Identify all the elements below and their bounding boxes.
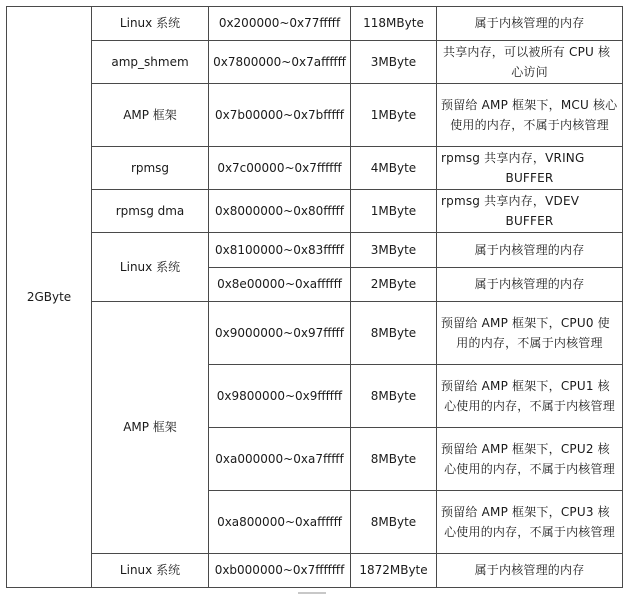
size-cell: 3MByte — [351, 233, 437, 268]
description-cell — [437, 428, 623, 491]
table-row — [7, 41, 623, 84]
description-cell — [437, 147, 623, 190]
description-text: 预留给 AMP 框架下，CPU1 核心使用的内存，不属于内核管理 — [441, 378, 615, 413]
size-cell: 1MByte — [351, 84, 437, 147]
table-row — [7, 554, 623, 588]
description-cell — [437, 491, 623, 554]
size-cell: 8MByte — [351, 302, 437, 365]
size-cell: 118MByte — [351, 7, 437, 41]
memory-map-table — [6, 6, 623, 588]
description-cell — [437, 365, 623, 428]
table-row — [7, 233, 623, 268]
address-range-cell: 0x9800000~0x9ffffff — [209, 365, 351, 428]
region-cell: Linux 系统 — [92, 7, 209, 41]
description-text: 共享内存，可以被所有 CPU 核心访问 — [443, 44, 611, 79]
description-cell — [437, 554, 623, 588]
description-cell — [437, 233, 623, 268]
address-range-cell: 0xb000000~0x7fffffff — [209, 554, 351, 588]
size-cell: 8MByte — [351, 491, 437, 554]
description-cell — [437, 302, 623, 365]
description-text: rpmsg 共享内存，VRING BUFFER — [441, 150, 585, 185]
address-range-cell: 0x200000~0x77fffff — [209, 7, 351, 41]
table-row — [7, 147, 623, 190]
table-row — [7, 7, 623, 41]
region-cell: Linux 系统 — [92, 233, 209, 302]
size-cell: 8MByte — [351, 365, 437, 428]
address-range-cell: 0xa000000~0xa7fffff — [209, 428, 351, 491]
region-cell: AMP 框架 — [92, 302, 209, 554]
description-cell — [437, 268, 623, 302]
table-row — [7, 190, 623, 233]
address-range-cell: 0x8000000~0x80fffff — [209, 190, 351, 233]
description-cell — [437, 41, 623, 84]
description-text: 属于内核管理的内存 — [474, 16, 585, 31]
region-cell: amp_shmem — [92, 41, 209, 84]
address-range-cell: 0x9000000~0x97fffff — [209, 302, 351, 365]
description-text: 属于内核管理的内存 — [474, 242, 585, 257]
description-text: rpmsg 共享内存，VDEV BUFFER — [441, 193, 580, 228]
description-text: 预留给 AMP 框架下，MCU 核心使用的内存，不属于内核管理 — [441, 97, 618, 132]
description-text: 预留给 AMP 框架下，CPU0 使用的内存，不属于内核管理 — [441, 315, 610, 350]
description-text: 属于内核管理的内存 — [474, 277, 585, 292]
size-cell: 1872MByte — [351, 554, 437, 588]
address-range-cell: 0x8100000~0x83fffff — [209, 233, 351, 268]
total-size-cell: 2GByte — [7, 7, 92, 588]
size-cell: 8MByte — [351, 428, 437, 491]
table-row — [7, 302, 623, 365]
region-cell: Linux 系统 — [92, 554, 209, 588]
region-cell: AMP 框架 — [92, 84, 209, 147]
size-cell: 3MByte — [351, 41, 437, 84]
size-cell: 1MByte — [351, 190, 437, 233]
address-range-cell: 0xa800000~0xaffffff — [209, 491, 351, 554]
size-cell: 2MByte — [351, 268, 437, 302]
description-text: 属于内核管理的内存 — [474, 563, 585, 578]
region-cell: rpmsg — [92, 147, 209, 190]
description-cell — [437, 84, 623, 147]
region-cell: rpmsg dma — [92, 190, 209, 233]
address-range-cell: 0x7b00000~0x7bfffff — [209, 84, 351, 147]
description-text: 预留给 AMP 框架下，CPU2 核心使用的内存，不属于内核管理 — [441, 441, 615, 476]
page-divider-mark — [298, 592, 326, 594]
description-text: 预留给 AMP 框架下，CPU3 核心使用的内存，不属于内核管理 — [441, 504, 615, 539]
description-cell — [437, 7, 623, 41]
address-range-cell: 0x7800000~0x7affffff — [209, 41, 351, 84]
table-row — [7, 84, 623, 147]
description-cell — [437, 190, 623, 233]
address-range-cell: 0x7c00000~0x7ffffff — [209, 147, 351, 190]
address-range-cell: 0x8e00000~0xaffffff — [209, 268, 351, 302]
size-cell: 4MByte — [351, 147, 437, 190]
